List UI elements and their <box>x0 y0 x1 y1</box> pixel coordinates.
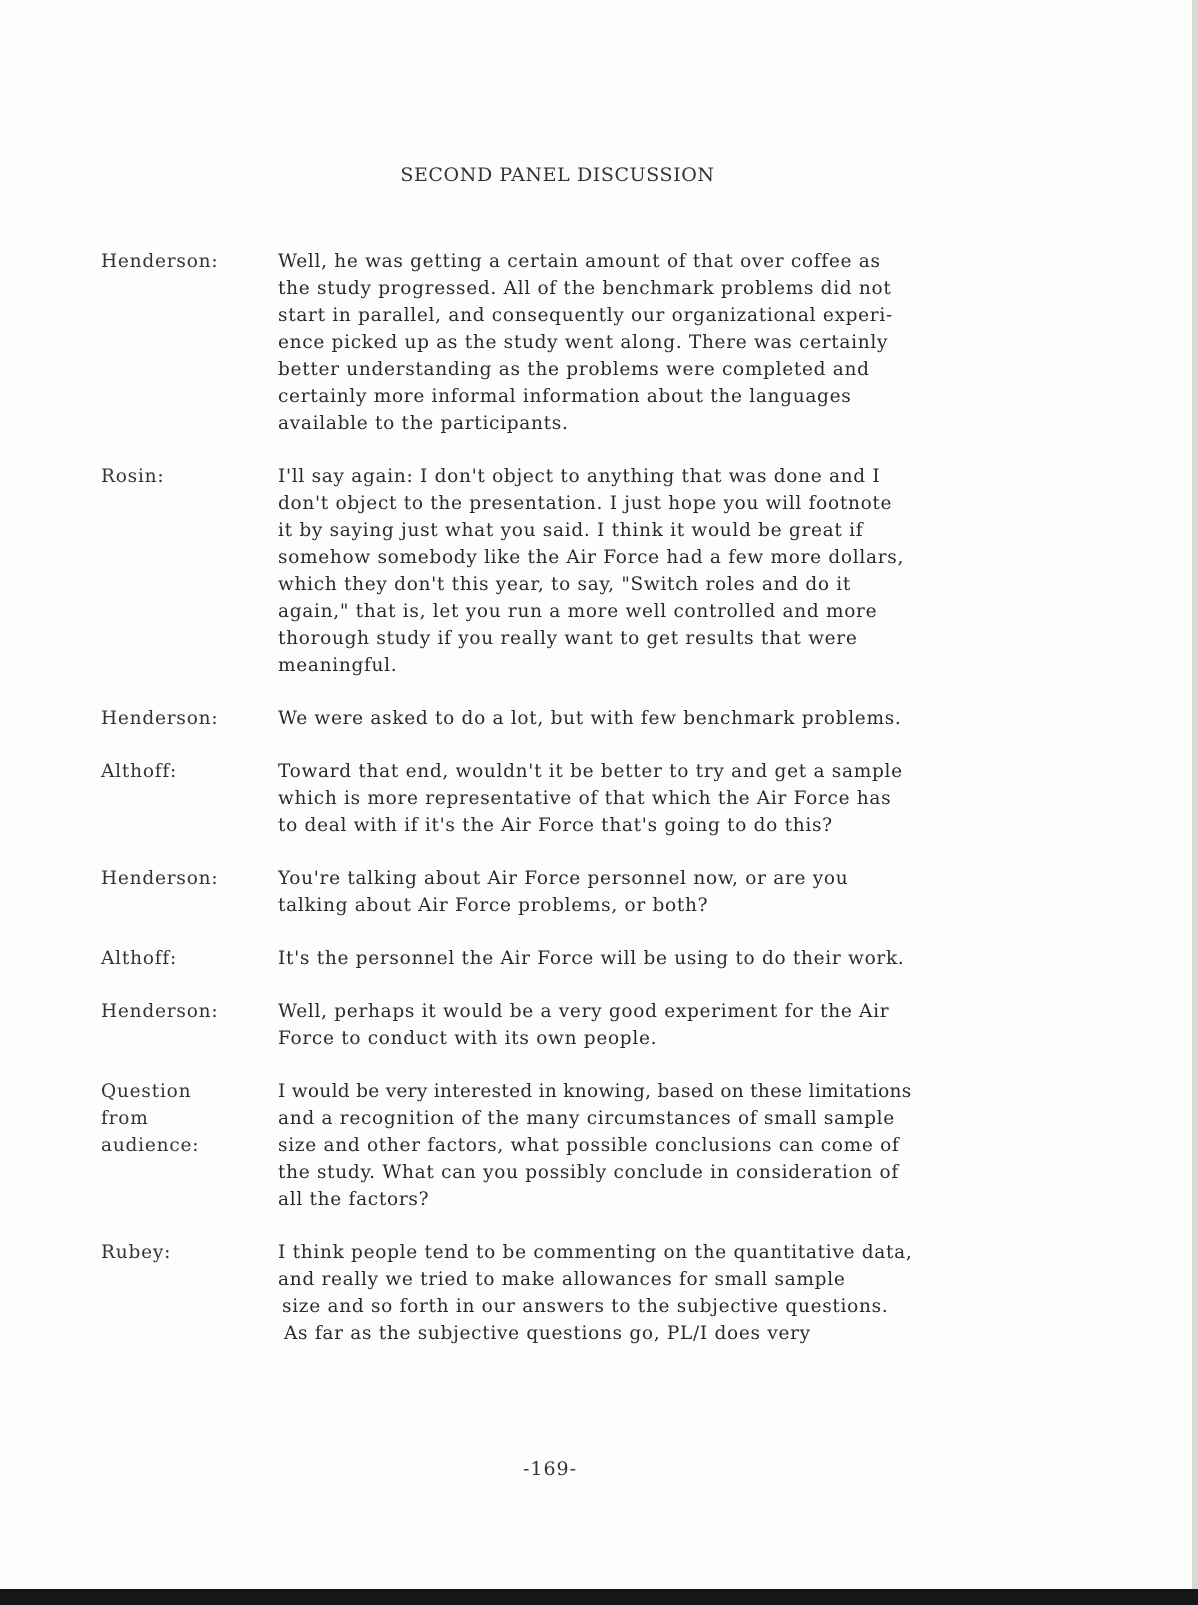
speech-text <box>278 705 1101 732</box>
speech-line: available to the participants. <box>278 413 569 434</box>
speaker-line: Henderson: <box>101 868 219 889</box>
speaker-line: Henderson: <box>101 708 219 729</box>
transcript-entry <box>101 758 1101 839</box>
transcript-entry <box>101 705 1101 732</box>
speaker-line: Althoff: <box>101 761 178 782</box>
speech-line: the study. What can you possibly conclude in consideration of <box>278 1162 899 1183</box>
discussion-transcript <box>101 248 1101 1347</box>
speech-line: ence picked up as the study went along. There was certainly <box>278 332 889 353</box>
transcript-entry <box>101 1239 1101 1347</box>
speaker-name <box>101 705 278 732</box>
speech-line: We were asked to do a lot, but with few benchmark problems. <box>278 708 902 729</box>
speech-line: and really we tried to make allowances for small sample <box>278 1269 846 1290</box>
speech-line: it by saying just what you said. I think it would be great if <box>278 520 864 541</box>
speaker-name <box>101 998 278 1025</box>
speech-text <box>278 1078 1101 1213</box>
speaker-line: Henderson: <box>101 251 219 272</box>
transcript-entry <box>101 463 1101 679</box>
speech-line: I would be very interested in knowing, based on these limitations <box>278 1081 912 1102</box>
page-title: SECOND PANEL DISCUSSION <box>400 164 715 186</box>
speech-line: size and other factors, what possible conclusions can come of <box>278 1135 900 1156</box>
speech-line: Well, perhaps it would be a very good experiment for the Air <box>278 1001 890 1022</box>
speech-line: Force to conduct with its own people. <box>278 1028 658 1049</box>
page-right-edge <box>1192 0 1198 1605</box>
speech-line: thorough study if you really want to get results that were <box>278 628 858 649</box>
speaker-name <box>101 945 278 972</box>
speaker-line: Althoff: <box>101 948 178 969</box>
speech-line: Toward that end, wouldn't it be better to try and get a sample <box>278 761 903 782</box>
speech-line: to deal with if it's the Air Force that's going to do this? <box>278 815 833 836</box>
transcript-entry <box>101 865 1101 919</box>
speaker-name <box>101 1078 278 1159</box>
speaker-name <box>101 865 278 892</box>
speech-line: and a recognition of the many circumstances of small sample <box>278 1108 895 1129</box>
speech-text <box>278 945 1101 972</box>
speech-text <box>278 1239 1101 1347</box>
speech-line: It's the personnel the Air Force will be using to do their work. <box>278 948 905 969</box>
speaker-name <box>101 248 278 275</box>
speech-line: again," that is, let you run a more well controlled and more <box>278 601 878 622</box>
speech-line: the study progressed. All of the benchmark problems did not <box>278 278 892 299</box>
speech-line: don't object to the presentation. I just hope you will footnote <box>278 493 893 514</box>
speaker-name <box>101 758 278 785</box>
speech-line: size and so forth in our answers to the subjective questions. <box>282 1296 889 1317</box>
speech-line: Well, he was getting a certain amount of that over coffee as <box>278 251 881 272</box>
speech-line: talking about Air Force problems, or both? <box>278 895 709 916</box>
speech-line: which they don't this year, to say, "Switch roles and do it <box>278 574 852 595</box>
speech-line: start in parallel, and consequently our organizational experi- <box>278 305 893 326</box>
speech-line: meaningful. <box>278 655 398 676</box>
speech-line: all the factors? <box>278 1189 430 1210</box>
speaker-name <box>101 1239 278 1266</box>
speech-line: I'll say again: I don't object to anything that was done and I <box>278 466 881 487</box>
transcript-entry <box>101 998 1101 1052</box>
speech-text <box>278 998 1101 1052</box>
speech-line: which is more representative of that which the Air Force has <box>278 788 892 809</box>
transcript-entry <box>101 1078 1101 1213</box>
speech-line: better understanding as the problems were completed and <box>278 359 870 380</box>
transcript-entry <box>101 248 1101 437</box>
speaker-line: Question <box>101 1081 192 1102</box>
speech-text <box>278 865 1101 919</box>
speech-line: I think people tend to be commenting on the quantitative data, <box>278 1242 913 1263</box>
speech-text <box>278 463 1101 679</box>
speaker-line: Rosin: <box>101 466 165 487</box>
speech-line: As far as the subjective questions go, PL/I does very <box>284 1323 811 1344</box>
speech-text <box>278 758 1101 839</box>
speaker-line: Henderson: <box>101 1001 219 1022</box>
speaker-line: Rubey: <box>101 1242 172 1263</box>
speech-line: somehow somebody like the Air Force had a few more dollars, <box>278 547 905 568</box>
transcript-entry <box>101 945 1101 972</box>
page-number: -169- <box>522 1458 578 1480</box>
speech-line: certainly more informal information about the languages <box>278 386 852 407</box>
scan-bottom-border <box>0 1589 1198 1605</box>
speech-line: You're talking about Air Force personnel now, or are you <box>278 868 849 889</box>
speaker-line: from <box>101 1108 149 1129</box>
speaker-name <box>101 463 278 490</box>
speech-text <box>278 248 1101 437</box>
speaker-line: audience: <box>101 1135 200 1156</box>
